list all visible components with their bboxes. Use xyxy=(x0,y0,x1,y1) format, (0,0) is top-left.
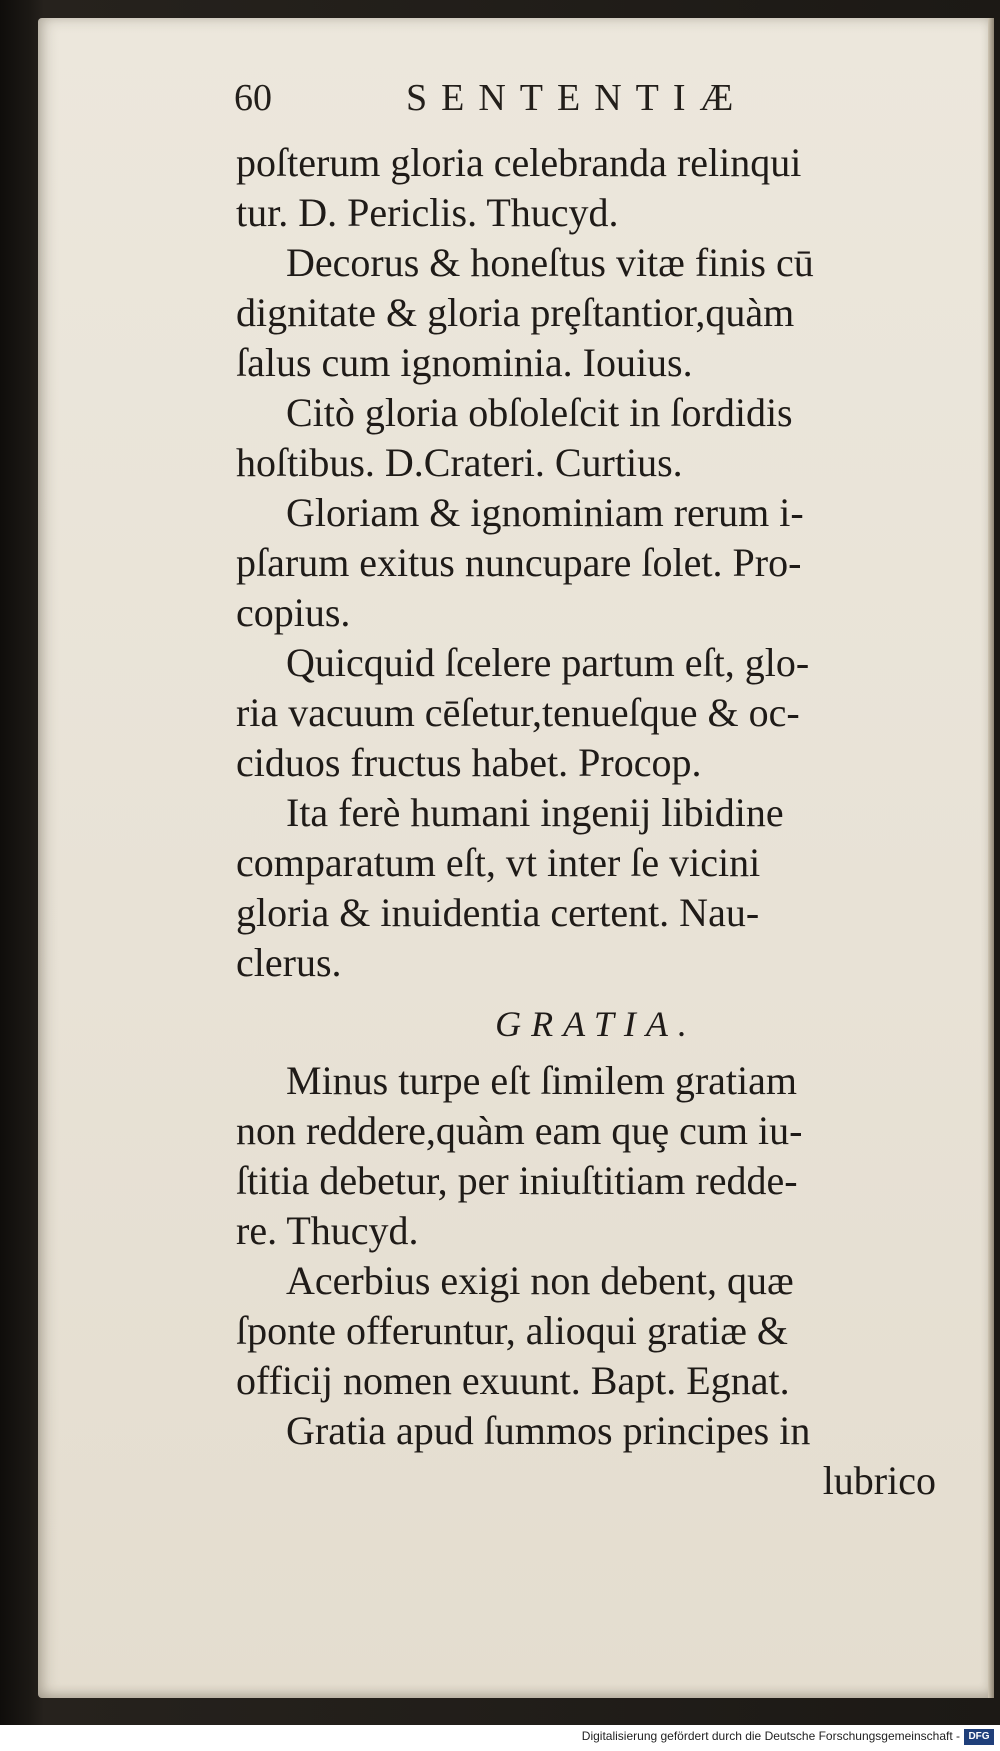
text-line: Quicquid ſcelere partum eſt, glo- xyxy=(286,640,810,685)
text-line: dignitate & gloria prȩſtantior,quàm xyxy=(236,290,795,335)
text-line: ſponte offeruntur, alioqui gratiæ & xyxy=(236,1308,788,1353)
section-heading: GRATIA. xyxy=(495,1004,697,1044)
footer-credit: Digitalisierung gefördert durch die Deutsche Forschungsgemeinschaft - xyxy=(581,1729,960,1743)
running-title: SENTENTIÆ xyxy=(406,77,748,119)
text-line: copius. xyxy=(236,590,351,635)
text-line: Gratia apud ſummos principes in xyxy=(286,1408,811,1453)
text-line: tur. D. Periclis. Thucyd. xyxy=(236,190,619,235)
text-line: Ita ferè humani ingenij libidine xyxy=(286,790,784,835)
text-line: Decorus & honeſtus vitæ finis cū xyxy=(286,240,814,285)
page-header xyxy=(234,76,814,132)
page-text xyxy=(236,138,936,1506)
text-line: hoſtibus. D.Crateri. Curtius. xyxy=(236,440,683,485)
page-edge xyxy=(988,18,994,1698)
text-line: officij nomen exuunt. Bapt. Egnat. xyxy=(236,1358,790,1403)
catchword: lubrico xyxy=(822,1458,936,1503)
footer-bar xyxy=(0,1725,1000,1751)
text-line: Gloriam & ignominiam rerum i- xyxy=(286,490,804,535)
text-line: re. Thucyd. xyxy=(236,1208,419,1253)
text-line: clerus. xyxy=(236,940,342,985)
text-line: Acerbius exigi non debent, quæ xyxy=(286,1258,794,1303)
dfg-logo: DFG xyxy=(964,1729,994,1745)
text-line: ria vacuum cēſetur,tenueſque & oc- xyxy=(236,690,800,735)
text-line: gloria & inuidentia certent. Nau- xyxy=(236,890,760,935)
text-line: poſterum gloria celebranda relinqui xyxy=(236,140,802,185)
text-line: pſarum exitus nuncupare ſolet. Pro- xyxy=(236,540,802,585)
text-line: Citò gloria obſoleſcit in ſordidis xyxy=(286,390,793,435)
text-line: Minus turpe eſt ſimilem gratiam xyxy=(286,1058,798,1103)
text-line: ſtitia debetur, per iniuſtitiam redde- xyxy=(236,1158,798,1203)
page-number: 60 xyxy=(234,77,272,119)
text-line: non reddere,quàm eam quȩ cum iu- xyxy=(236,1108,803,1153)
text-line: ſalus cum ignominia. Iouius. xyxy=(236,340,693,385)
text-line: ciduos fructus habet. Procop. xyxy=(236,740,702,785)
text-line: comparatum eſt, vt inter ſe vicini xyxy=(236,840,761,885)
